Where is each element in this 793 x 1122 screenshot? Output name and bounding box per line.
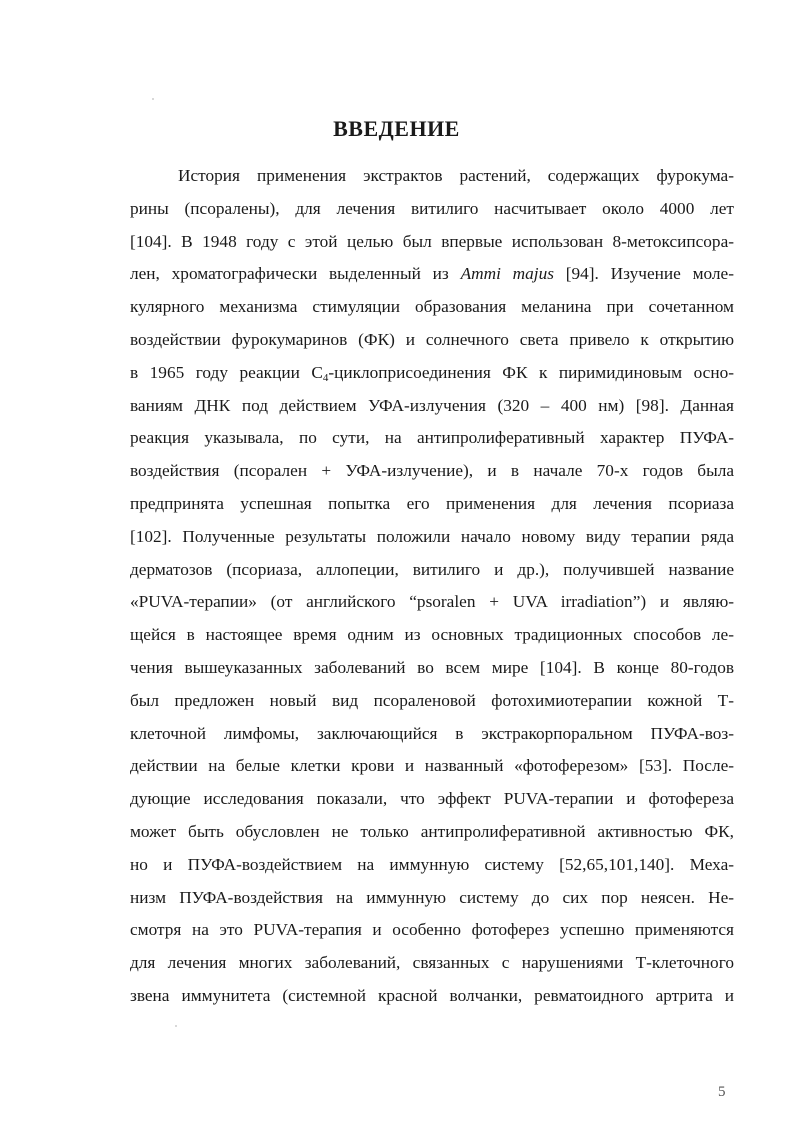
text-line: ваниям ДНК под действием УФА-излучения (320 – 400 нм) [98]. Данная: [130, 395, 734, 415]
text-segment: в 1965 году реакции С: [130, 362, 323, 382]
text-line: кулярного механизма стимуляции образования меланина при сочетанном: [130, 297, 734, 317]
text-line: чения вышеуказанных заболеваний во всем мире [104]. В конце 80-годов: [130, 657, 734, 677]
text-line: смотря на это PUVA-терапия и особенно фотоферез успешно применяются: [130, 920, 734, 940]
text-line: дующие исследования показали, что эффект PUVA-терапии и фотофереза: [130, 789, 734, 809]
text-line: может быть обусловлен не только антипролиферативной активностью ФК,: [130, 821, 734, 841]
text-line: История применения экстрактов растений, содержащих фурокума-: [178, 166, 734, 185]
text-line: [104]. В 1948 году с этой целью был впервые использован 8-метоксипсора-: [130, 231, 734, 251]
text-line: действии на белые клетки крови и названный «фотоферезом» [53]. После-: [130, 756, 734, 776]
text-line: рины (псоралены), для лечения витилиго насчитывает около 4000 лет: [130, 198, 734, 218]
text-line: для лечения многих заболеваний, связанных с нарушениями Т-клеточного: [130, 953, 734, 973]
text-line: реакция указывала, по сути, на антипролиферативный характер ПУФА-: [130, 428, 734, 448]
species-name: Ammi majus: [460, 264, 554, 284]
text-line: низм ПУФА-воздействия на иммунную систему до сих пор неясен. Не-: [130, 887, 734, 907]
scan-speck: [152, 98, 154, 100]
text-segment: -циклоприсоединения ФК к пиримидиновым осно-: [328, 362, 734, 382]
text-line: воздействия (псорален + УФА-излучение), и в начале 70-х годов была: [130, 461, 734, 481]
subscript: 4: [322, 371, 329, 384]
text-line: дерматозов (псориаза, аллопеции, витилиго и др.), получившей название: [130, 559, 734, 579]
scan-speck: [175, 1025, 177, 1027]
text-line: [130, 258, 734, 291]
text-line: предпринята успешная попытка его применения для лечения псориаза: [130, 493, 734, 513]
text-line: был предложен новый вид псораленовой фотохимиотерапии кожной Т-: [130, 690, 734, 710]
text-line: щейся в настоящее время одним из основных традиционных способов ле-: [130, 625, 734, 645]
text-line: но и ПУФА-воздействием на иммунную систему [52,65,101,140]. Меха-: [130, 854, 734, 874]
page-number: 5: [718, 1084, 726, 1100]
body-paragraph: [130, 160, 734, 1013]
text-line: [130, 357, 734, 390]
text-segment: [94]. Изучение моле-: [553, 264, 734, 284]
text-line: звена иммунитета (системной красной волчанки, ревматоидного артрита и: [130, 985, 734, 1005]
text-line: «PUVA-терапии» (от английского “psoralen + UVA irradiation”) и являю-: [130, 592, 734, 612]
page-title: ВВЕДЕНИЕ: [333, 116, 460, 141]
text-line: [102]. Полученные результаты положили начало новому виду терапии ряда: [130, 526, 734, 546]
text-segment: лен, хроматографически выделенный из: [130, 264, 461, 284]
text-line: воздействии фурокумаринов (ФК) и солнечного света привело к открытию: [130, 329, 734, 349]
text-line: клеточной лимфомы, заключающийся в экстракорпоральном ПУФА-воз-: [130, 723, 734, 743]
